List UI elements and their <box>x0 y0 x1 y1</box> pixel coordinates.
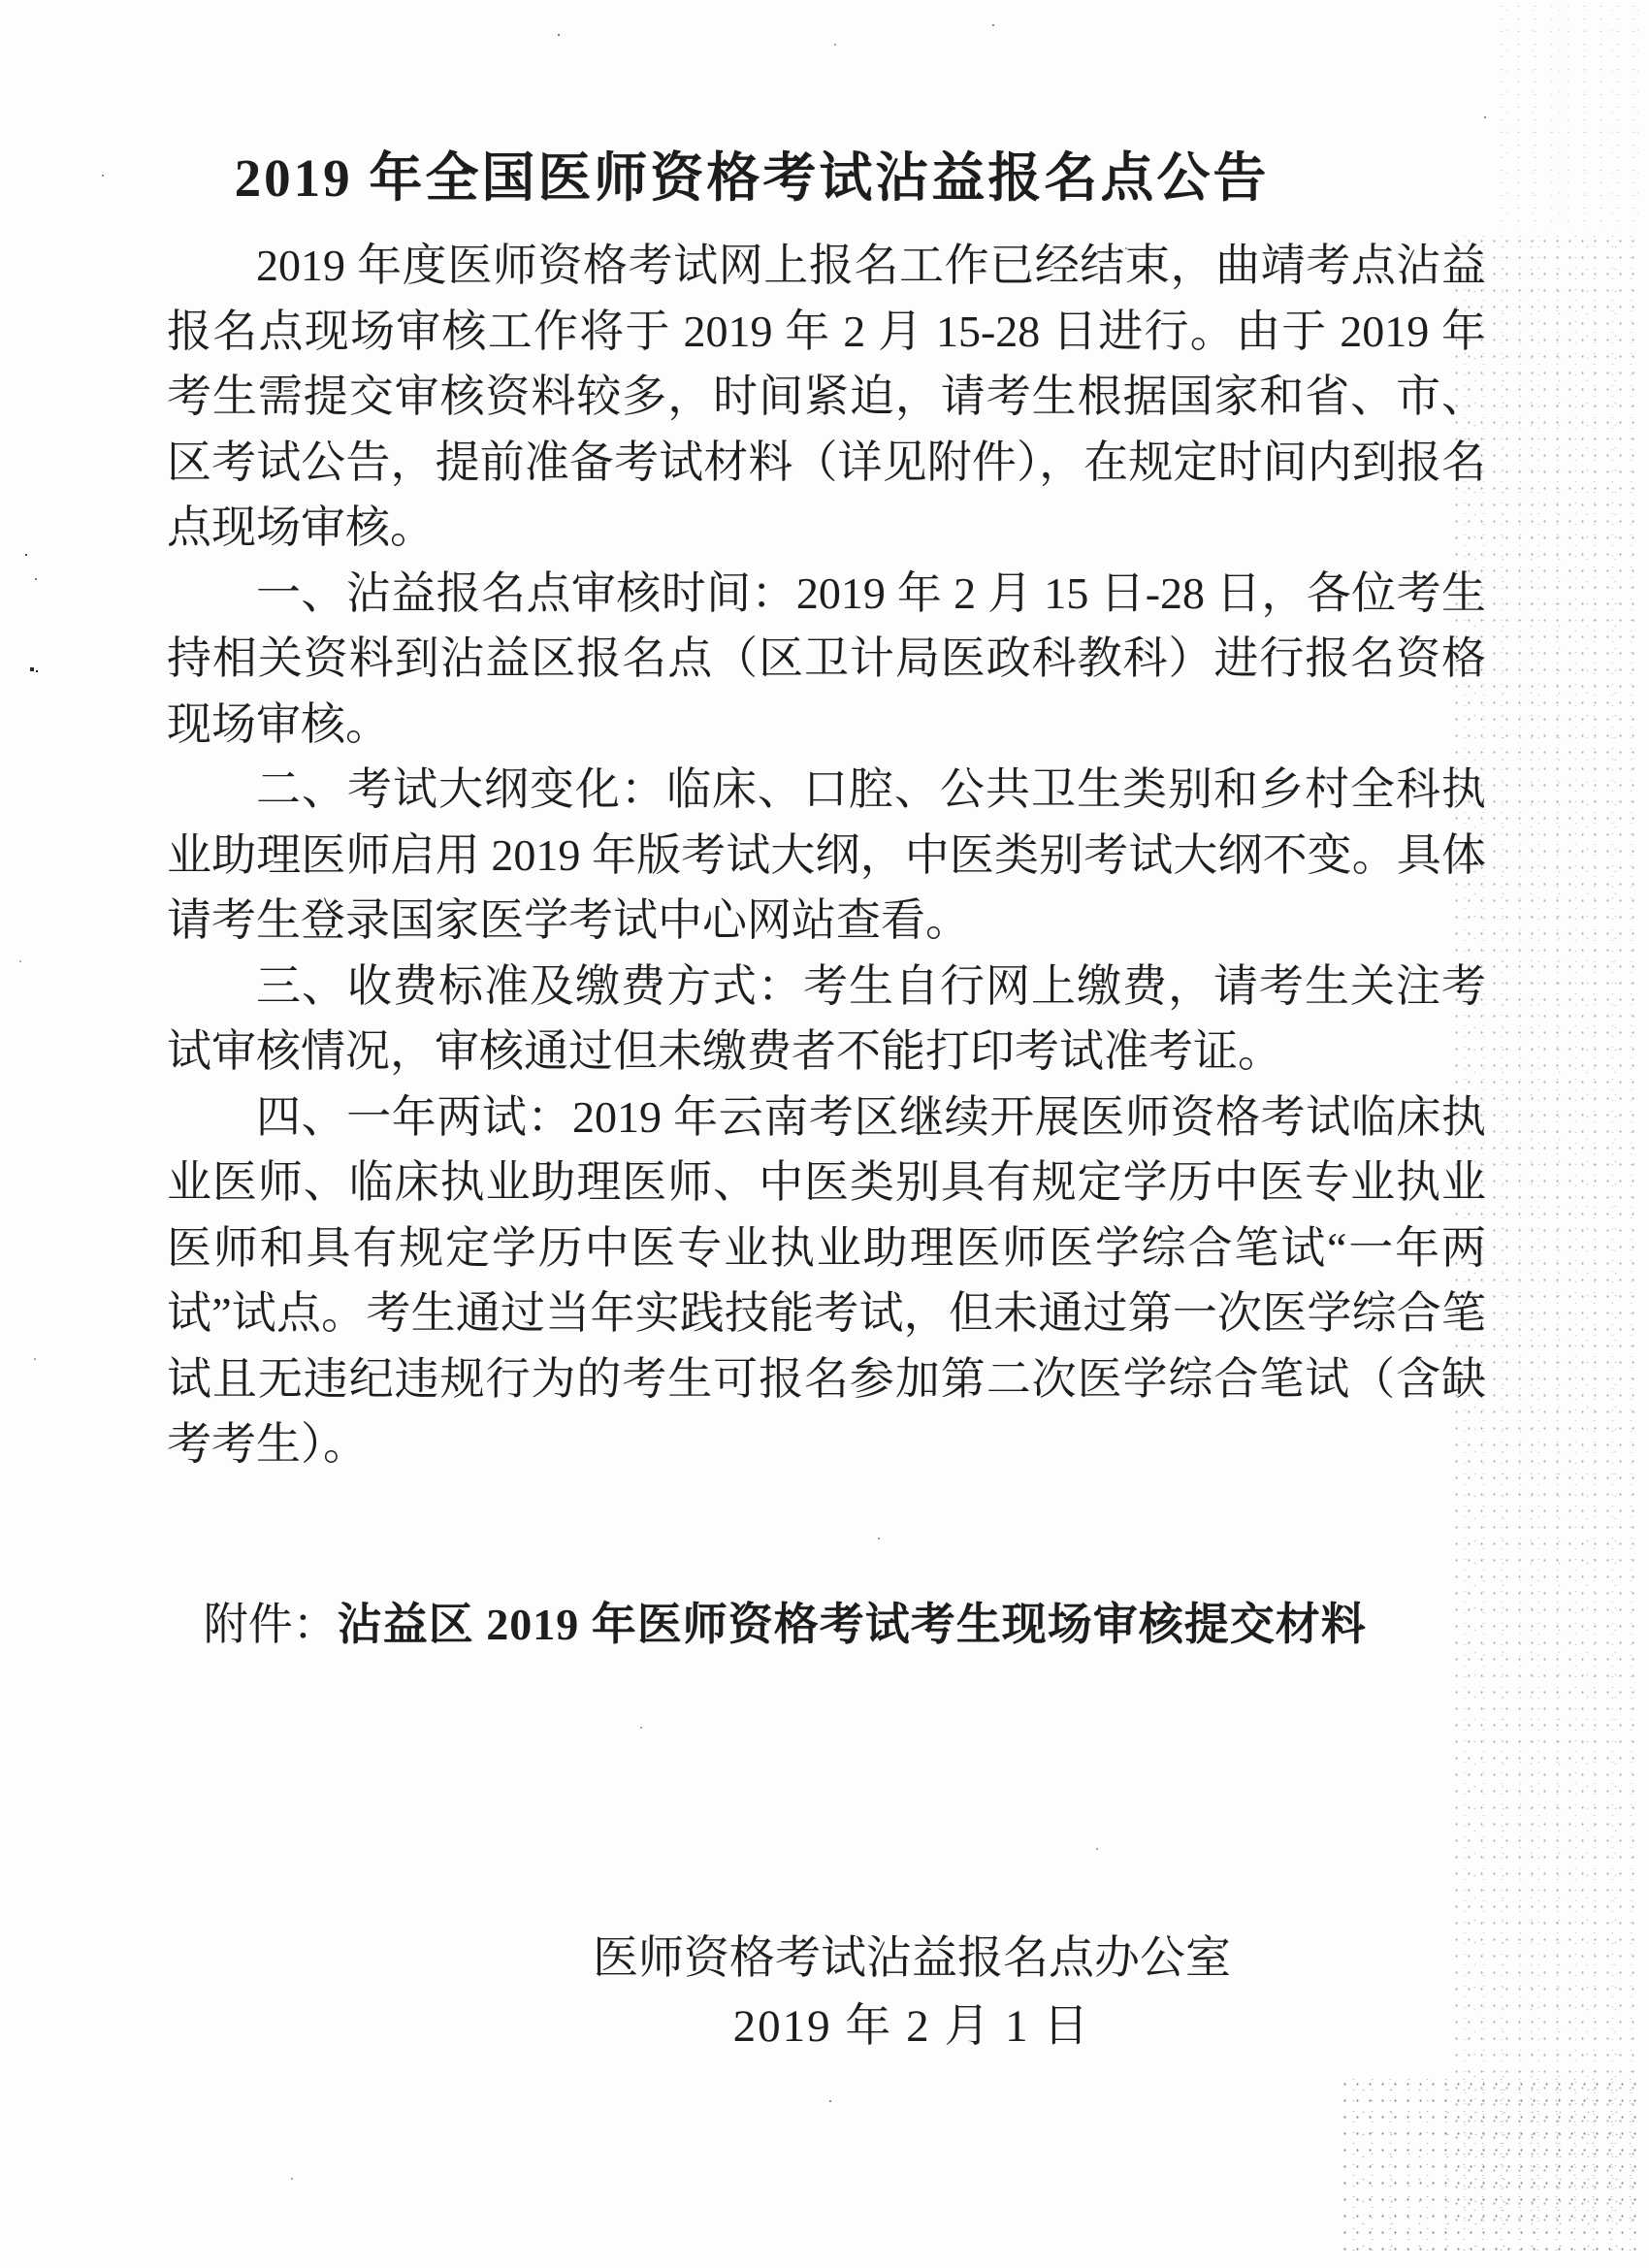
document-body <box>167 233 1486 1657</box>
scan-noise-bottom-right <box>1339 2076 1639 2260</box>
paragraph-item-1: 一、沾益报名点审核时间：2019 年 2 月 15 日-28 日，各位考生持相关资料到沾益区报名点（区卫计局医政科教科）进行报名资格现场审核。 <box>167 567 1486 749</box>
paragraph-intro: 2019 年度医师资格考试网上报名工作已经结束，曲靖考点沾益报名点现场审核工作将于 2019 年 2 月 15-28 日进行。由于 2019 年考生需提交审核资料较多，时间紧迫，请考生根据国家和省、市、区考试公告，提前准备考试材料（详见附件），在规定时间内到报名点现场审核。 <box>167 241 1486 552</box>
signature-block <box>466 1927 1358 2058</box>
scan-noise-top-right <box>1494 0 1639 233</box>
signature-date: 2019 年 2 月 1 日 <box>732 2001 1091 2052</box>
document-title: 2019 年全国医师资格考试沾益报名点公告 <box>234 147 1270 208</box>
attachment-line <box>167 1592 1486 1658</box>
attachment-label: 附件： <box>203 1599 338 1649</box>
paragraph-item-4: 四、一年两试：2019 年云南考区继续开展医师资格考试临床执业医师、临床执业助理医师、中医类别具有规定学历中医专业执业医师和具有规定学历中医专业执业助理医师医学综合笔试“一年两试”试点。考生通过当年实践技能考试，但未通过第一次医学综合笔试且无违纪违规行为的考生可报名参加第二次医学综合笔试（含缺考考生）。 <box>167 1091 1486 1469</box>
paragraph-item-3: 三、收费标准及缴费方式：考生自行网上缴费，请考生关注考试审核情况，审核通过但未缴费者不能打印考试准考证。 <box>167 960 1486 1076</box>
attachment-title: 沾益区 2019 年医师资格考试考生现场审核提交材料 <box>337 1599 1367 1649</box>
paragraph-item-2: 二、考试大纲变化：临床、口腔、公共卫生类别和乡村全科执业助理医师启用 2019 年版考试大纲，中医类别考试大纲不变。具体请考生登录国家医学考试中心网站查看。 <box>167 764 1486 945</box>
scan-speckles <box>0 0 2 2</box>
signature-office: 医师资格考试沾益报名点办公室 <box>593 1933 1231 1984</box>
